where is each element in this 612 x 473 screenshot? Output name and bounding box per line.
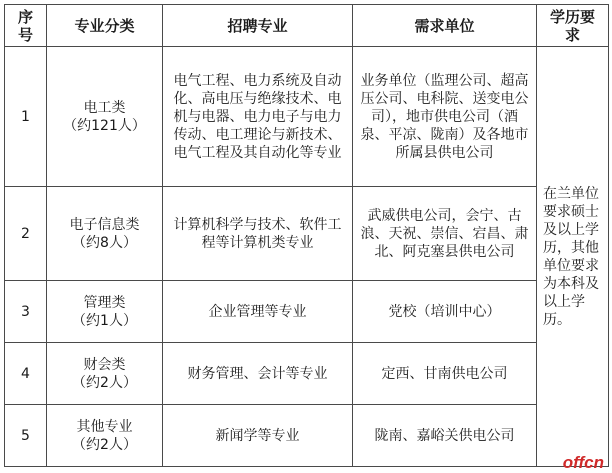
row-index: 2 [5, 187, 47, 281]
table-header-row [5, 5, 609, 47]
row-majors: 财务管理、会计等专业 [163, 343, 353, 405]
category-count: （约8人） [72, 234, 137, 251]
category-count: （约1人） [72, 312, 137, 329]
header-index: 序号 [5, 5, 47, 47]
table-row [5, 281, 609, 343]
category-count: （约121人） [63, 117, 146, 134]
row-index: 3 [5, 281, 47, 343]
row-majors: 计算机科学与技术、软件工程等计算机类专业 [163, 187, 353, 281]
row-units: 业务单位（监理公司、超高压公司、电科院、送变电公司），地市供电公司（酒泉、平凉、陇南）及各地市所属县供电公司 [353, 47, 537, 187]
header-education: 学历要求 [537, 5, 609, 47]
header-major: 招聘专业 [163, 5, 353, 47]
category-name: 电工类 [83, 99, 126, 116]
category-name: 管理类 [83, 294, 126, 311]
row-majors: 企业管理等专业 [163, 281, 353, 343]
table-row [5, 47, 609, 187]
table-row [5, 187, 609, 281]
table-row [5, 343, 609, 405]
row-majors: 电气工程、电力系统及自动化、高电压与绝缘技术、电机与电器、电力电子与电力传动、电工理论与新技术、电气工程及其自动化等专业 [163, 47, 353, 187]
row-index: 1 [5, 47, 47, 187]
row-units: 定西、甘南供电公司 [353, 343, 537, 405]
header-unit: 需求单位 [353, 5, 537, 47]
header-category: 专业分类 [47, 5, 163, 47]
row-majors: 新闻学等专业 [163, 405, 353, 467]
watermark-logo: offcn [562, 453, 604, 472]
row-category [47, 47, 163, 187]
category-name: 电子信息类 [69, 216, 140, 233]
recruitment-table [4, 4, 609, 467]
row-category [47, 405, 163, 467]
education-requirement-cell [537, 47, 609, 467]
row-units: 党校（培训中心） [353, 281, 537, 343]
category-name: 其他专业 [76, 418, 133, 435]
table-row [5, 405, 609, 467]
education-requirement: 在兰单位要求硕士及以上学历，其他单位要求为本科及以上学历。 [543, 185, 599, 328]
row-index: 4 [5, 343, 47, 405]
row-category [47, 187, 163, 281]
row-category [47, 343, 163, 405]
row-index: 5 [5, 405, 47, 467]
category-count: （约2人） [72, 436, 137, 453]
category-count: （约2人） [72, 374, 137, 391]
row-category [47, 281, 163, 343]
row-units: 陇南、嘉峪关供电公司 [353, 405, 537, 467]
category-name: 财会类 [83, 356, 126, 373]
row-units: 武威供电公司，会宁、古浪、天祝、崇信、宕昌、肃北、阿克塞县供电公司 [353, 187, 537, 281]
